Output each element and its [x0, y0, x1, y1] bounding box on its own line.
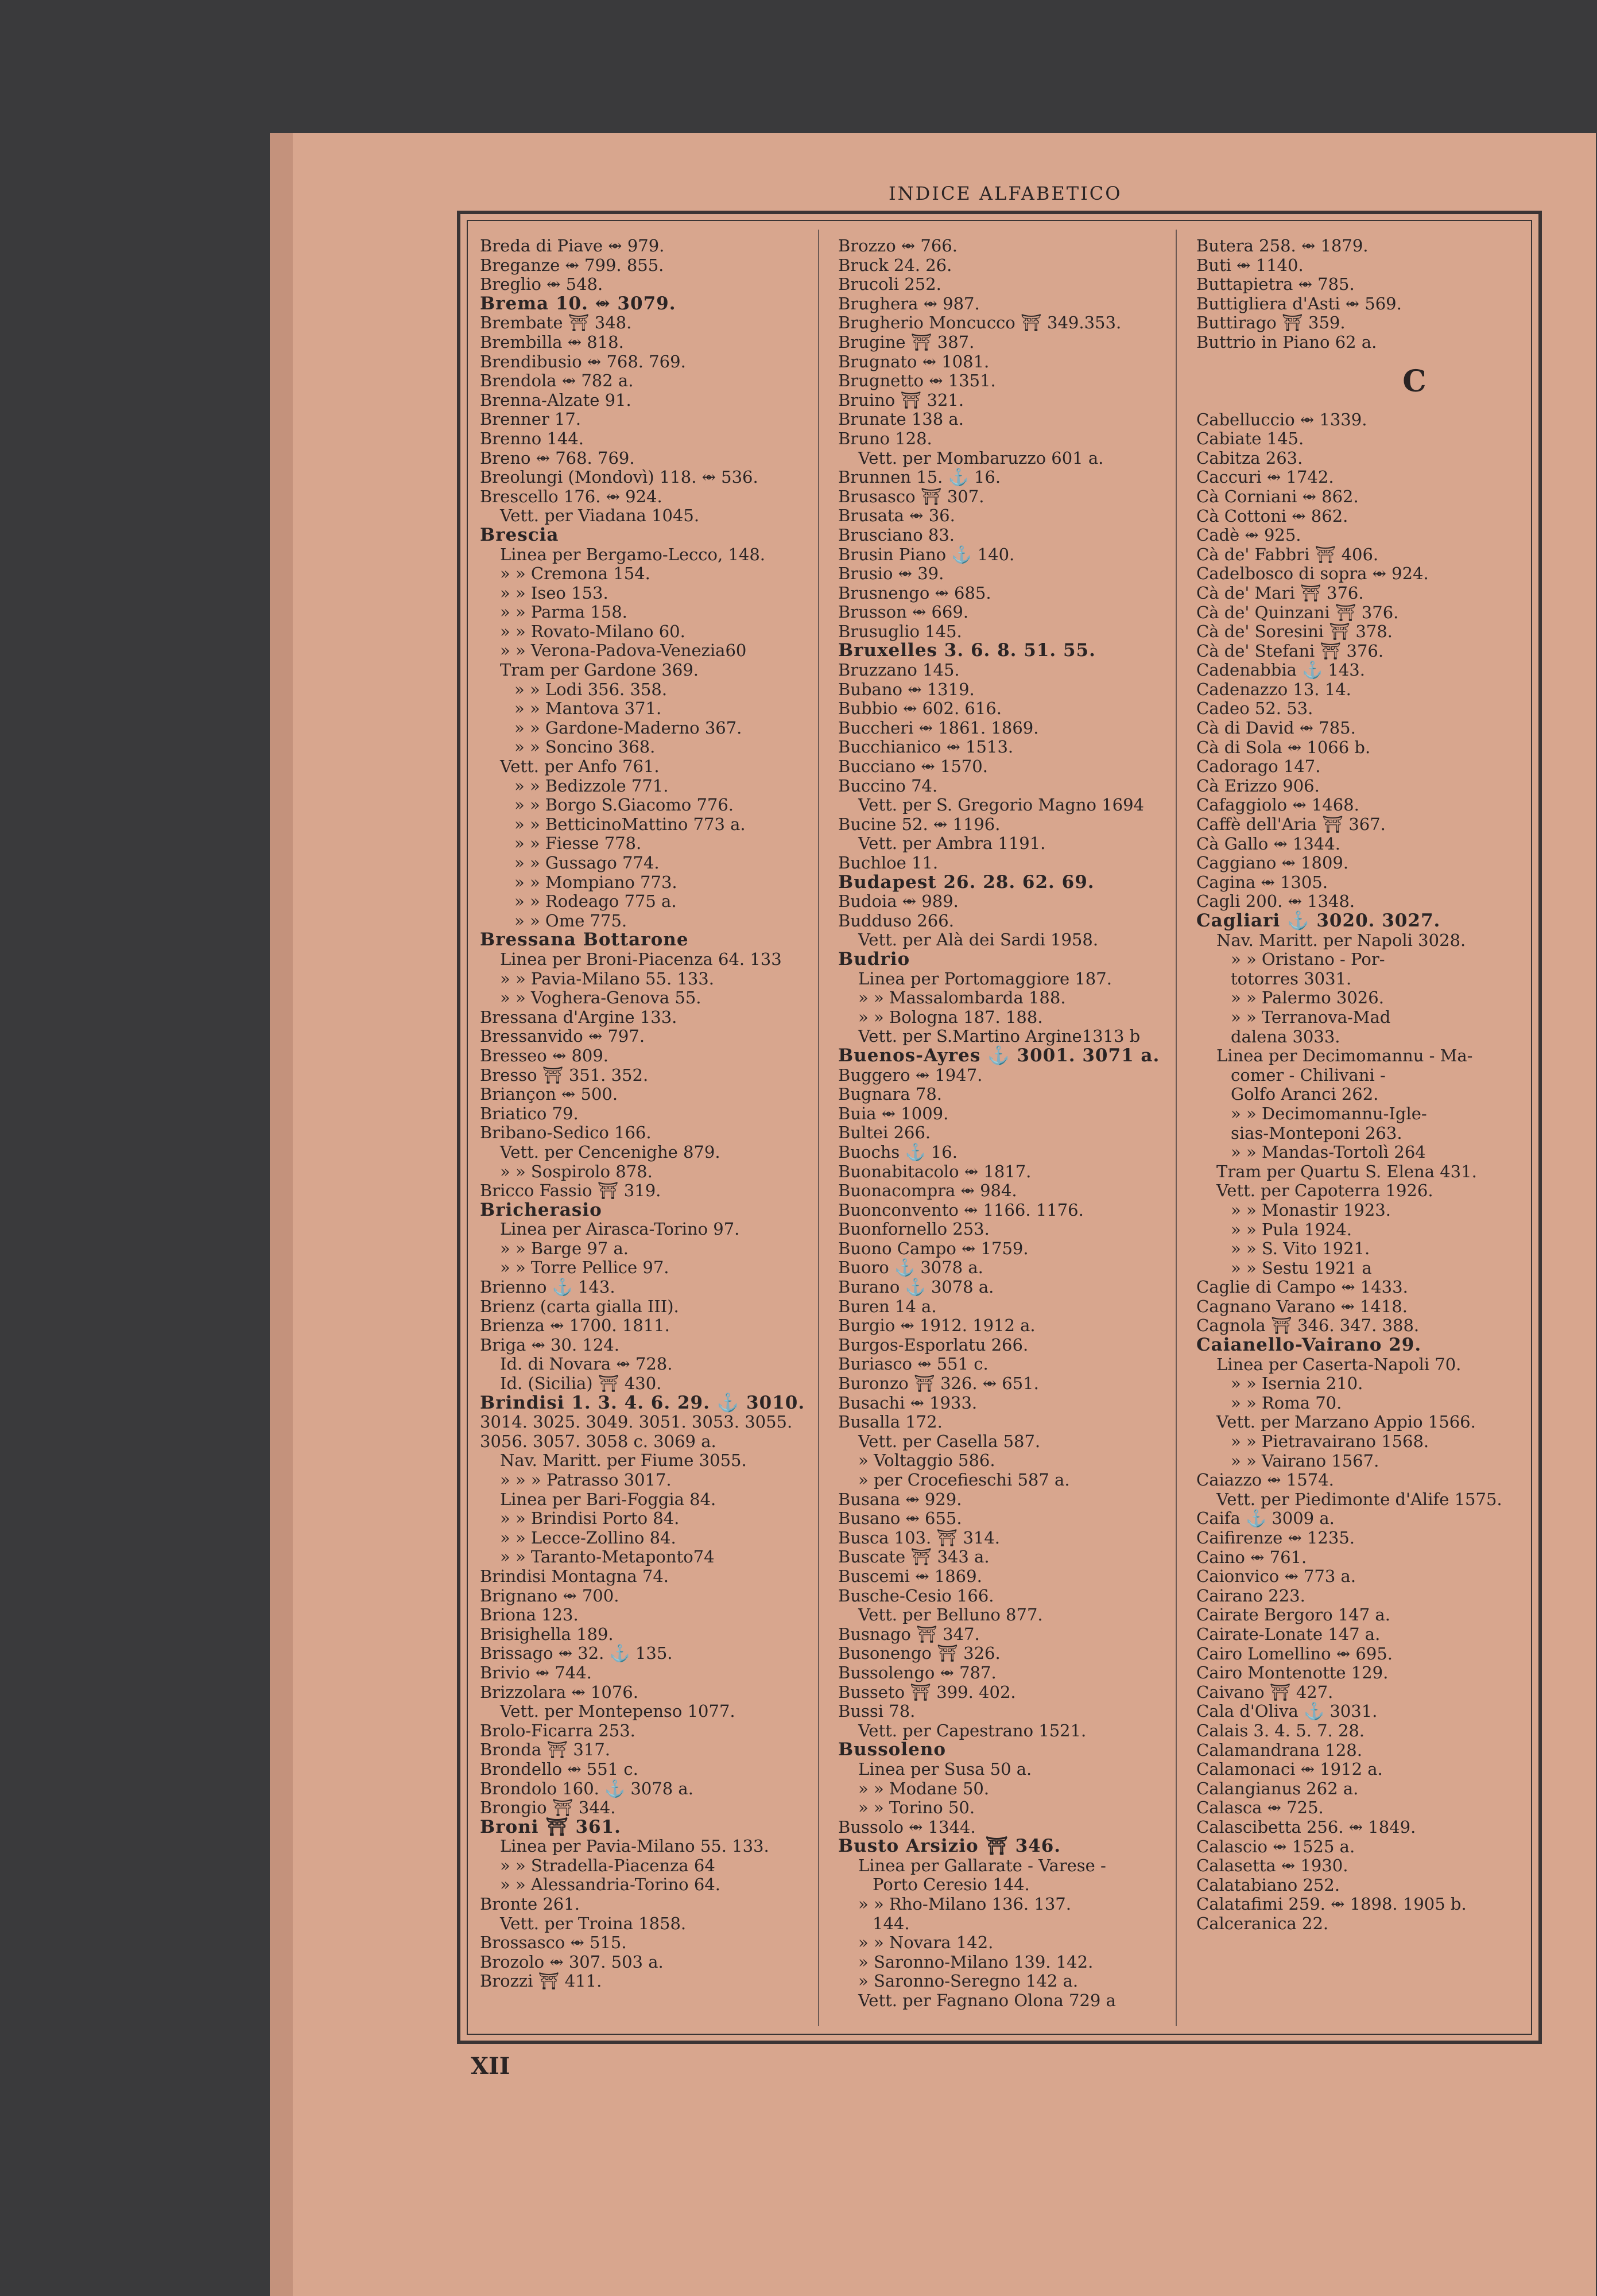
index-entry: Buia ⥈ 1009.: [838, 1103, 949, 1123]
index-entry: Cabitza 263.: [1196, 448, 1303, 468]
index-entry: Linea per Portomaggiore 187.: [858, 968, 1112, 988]
index-entry: Brembate ⛩ 348.: [480, 313, 632, 333]
index-entry: Brugine ⛩ 387.: [838, 332, 975, 352]
index-heading: Bricherasio: [480, 1199, 602, 1220]
index-heading: Brindisi 1. 3. 4. 6. 29. ⚓ 3010.: [480, 1392, 805, 1413]
index-entry: Bresso ⛩ 351. 352.: [480, 1065, 649, 1085]
index-entry: Calasetta ⥈ 1930.: [1196, 1856, 1348, 1876]
index-entry: Vett. per Belluno 877.: [858, 1605, 1043, 1625]
index-entry: Calatabiano 252.: [1196, 1875, 1340, 1895]
index-entry: Calceranica 22.: [1196, 1913, 1329, 1933]
index-entry: » » Brindisi Porto 84.: [500, 1508, 680, 1529]
index-entry: » » Stradella-Piacenza 64: [500, 1855, 715, 1875]
index-entry: Cà de' Quinzani ⛩ 376.: [1196, 602, 1399, 622]
index-entry: Nav. Maritt. per Fiume 3055.: [500, 1450, 747, 1471]
index-entry: » » Lecce-Zollino 84.: [500, 1527, 676, 1548]
index-entry: Vett. per S.Martino Argine1313 b: [858, 1026, 1141, 1046]
index-entry: Vett. per Fagnano Olona 729 a: [858, 1991, 1116, 2011]
index-entry: Brusciano 83.: [838, 525, 955, 545]
index-entry: Breolungi (Mondovì) 118. ⥈ 536.: [480, 467, 758, 487]
index-entry: Brondolo 160. ⚓ 3078 a.: [480, 1778, 693, 1798]
index-entry: Breda di Piave ⥈ 979.: [480, 236, 665, 255]
index-entry: Brusasco ⛩ 307.: [838, 486, 984, 506]
index-entry: Brusata ⥈ 36.: [838, 506, 955, 526]
index-entry: » per Crocefieschi 587 a.: [858, 1470, 1070, 1490]
index-entry: Brienz (carta gialla III).: [480, 1296, 679, 1316]
index-entry: » » Bologna 187. 188.: [858, 1007, 1043, 1027]
index-entry: Brenner 17.: [480, 409, 582, 429]
index-entry: Cà de' Mari ⛩ 376.: [1196, 583, 1364, 603]
index-entry: Cabelluccio ⥈ 1339.: [1196, 409, 1367, 429]
index-entry: » » Palermo 3026.: [1231, 988, 1384, 1008]
index-entry: Caglie di Campo ⥈ 1433.: [1196, 1277, 1408, 1297]
index-entry: Cairano 223.: [1196, 1585, 1305, 1605]
index-heading: Brema 10. ⥈ 3079.: [480, 293, 676, 314]
index-entry: » » Pavia-Milano 55. 133.: [500, 968, 714, 988]
index-entry: Busche-Cesio 166.: [838, 1585, 994, 1605]
index-entry: Porto Ceresio 144.: [873, 1875, 1030, 1895]
index-heading: Bussoleno: [838, 1739, 947, 1760]
index-entry: » » Massalombarda 188.: [858, 988, 1066, 1008]
index-entry: Bruck 24. 26.: [838, 255, 952, 275]
index-entry: Linea per Caserta-Napoli 70.: [1216, 1354, 1462, 1374]
index-entry: Breno ⥈ 768. 769.: [480, 448, 635, 468]
index-entry: Briançon ⥈ 500.: [480, 1084, 618, 1104]
index-entry: Vett. per Ambra 1191.: [858, 833, 1046, 854]
index-heading: Cagliari ⚓ 3020. 3027.: [1196, 910, 1441, 931]
index-entry: Brongio ⛩ 344.: [480, 1798, 616, 1818]
index-heading: Budapest 26. 28. 62. 69.: [838, 871, 1095, 893]
index-entry: » » Lodi 356. 358.: [514, 679, 668, 699]
index-entry: Brignano ⥈ 700.: [480, 1585, 619, 1605]
index-heading: Buenos-Ayres ⚓ 3001. 3071 a.: [838, 1045, 1160, 1066]
index-entry: Burgos-Esporlatu 266.: [838, 1335, 1029, 1355]
index-entry: Brizzolara ⥈ 1076.: [480, 1682, 638, 1702]
index-entry: » » » Patrasso 3017.: [500, 1470, 672, 1490]
index-entry: Cairate-Lonate 147 a.: [1196, 1624, 1381, 1644]
index-entry: Brenno 144.: [480, 428, 584, 448]
index-entry: » » Gardone-Maderno 367.: [514, 718, 742, 738]
index-entry: Calangianus 262 a.: [1196, 1778, 1359, 1798]
index-entry: Cagnano Varano ⥈ 1418.: [1196, 1296, 1408, 1316]
index-entry: dalena 3033.: [1231, 1026, 1340, 1046]
index-entry: Cà de' Fabbri ⛩ 406.: [1196, 544, 1379, 564]
index-entry: » » Taranto-Metaponto74: [500, 1547, 715, 1567]
index-entry: » » Decimomannu-Igle-: [1231, 1103, 1427, 1123]
index-entry: » » Sospirolo 878.: [500, 1161, 653, 1181]
index-entry: Golfo Aranci 262.: [1231, 1084, 1379, 1104]
index-entry: Cà de' Stefani ⛩ 376.: [1196, 641, 1384, 661]
index-entry: Bubano ⥈ 1319.: [838, 679, 975, 699]
index-entry: Cadelbosco di sopra ⥈ 924.: [1196, 564, 1429, 584]
index-entry: » » Rovato-Milano 60.: [500, 621, 685, 641]
index-entry: Vett. per Troina 1858.: [500, 1913, 687, 1933]
index-entry: Calascio ⥈ 1525 a.: [1196, 1836, 1355, 1856]
index-entry: Vett. per Cencenighe 879.: [500, 1142, 720, 1162]
index-entry: Vett. per Casella 587.: [858, 1431, 1041, 1451]
index-entry: Buriasco ⥈ 551 c.: [838, 1354, 989, 1374]
index-entry: Bucciano ⥈ 1570.: [838, 757, 988, 777]
index-entry: Caifirenze ⥈ 1235.: [1196, 1528, 1355, 1548]
index-entry: Buscemi ⥈ 1869.: [838, 1566, 982, 1586]
index-entry: Busonengo ⛩ 326.: [838, 1643, 1001, 1663]
index-entry: Linea per Bergamo-Lecco, 148.: [500, 544, 766, 564]
index-entry: Cairate Bergoro 147 a.: [1196, 1605, 1390, 1625]
index-entry: Vett. per Alà dei Sardi 1958.: [858, 930, 1099, 950]
index-entry: Bruino ⛩ 321.: [838, 390, 964, 410]
index-entry: Cà Erizzo 906.: [1196, 775, 1320, 796]
index-entry: totorres 3031.: [1231, 968, 1352, 988]
index-entry: Buti ⥈ 1140.: [1196, 255, 1304, 275]
index-entry: Bronte 261.: [480, 1894, 580, 1914]
index-heading: Budrio: [838, 948, 910, 969]
index-entry: Caccuri ⥈ 1742.: [1196, 467, 1334, 487]
index-entry: Cà Cottoni ⥈ 862.: [1196, 506, 1348, 526]
index-entry: Brusin Piano ⚓ 140.: [838, 544, 1015, 564]
index-entry: Brozolo ⥈ 307. 503 a.: [480, 1952, 664, 1972]
index-entry: » » Pula 1924.: [1231, 1219, 1352, 1239]
index-entry: sias-Monteponi 263.: [1231, 1123, 1402, 1143]
index-entry: Vett. per S. Gregorio Magno 1694: [858, 795, 1144, 815]
index-entry: » Saronno-Seregno 142 a.: [858, 1971, 1079, 1991]
index-entry: Vett. per Capoterra 1926.: [1216, 1181, 1433, 1201]
index-entry: Brusuglio 145.: [838, 621, 962, 641]
index-entry: Linea per Susa 50 a.: [858, 1759, 1032, 1779]
index-entry: Linea per Gallarate - Varese -: [858, 1855, 1106, 1875]
index-entry: Brunate 138 a.: [838, 409, 964, 429]
index-entry: Busca 103. ⛩ 314.: [838, 1527, 1001, 1548]
index-entry: Caiazzo ⥈ 1574.: [1196, 1470, 1334, 1490]
index-entry: » » Borgo S.Giacomo 776.: [514, 795, 734, 815]
index-heading: Broni ⛩ 361.: [480, 1816, 621, 1837]
index-heading: Brescia: [480, 524, 559, 545]
index-entry: Bussolengo ⥈ 787.: [838, 1662, 997, 1682]
index-column-3: [1196, 236, 1541, 1933]
index-entry: Caifa ⚓ 3009 a.: [1196, 1508, 1335, 1529]
index-entry: Buccino 74.: [838, 775, 938, 796]
index-entry: » » BetticinoMattino 773 a.: [514, 814, 746, 834]
index-entry: Buttirago ⛩ 359.: [1196, 313, 1346, 333]
section-letter: C: [1402, 363, 1427, 399]
index-entry: Brendibusio ⥈ 768. 769.: [480, 351, 686, 371]
index-entry: » » Barge 97 a.: [500, 1238, 629, 1258]
index-entry: Brembilla ⥈ 818.: [480, 332, 624, 352]
index-entry: Vett. per Marzano Appio 1566.: [1216, 1412, 1476, 1432]
index-entry: » » Mantova 371.: [514, 699, 662, 719]
index-entry: » » Vairano 1567.: [1231, 1450, 1379, 1471]
index-entry: Bruzzano 145.: [838, 660, 960, 680]
index-entry: Butera 258. ⥈ 1879.: [1196, 236, 1369, 255]
index-entry: Calamonaci ⥈ 1912 a.: [1196, 1759, 1383, 1779]
index-entry: Brucoli 252.: [838, 274, 941, 294]
index-entry: Buttrio in Piano 62 a.: [1196, 332, 1377, 352]
page-edge: [270, 133, 293, 2296]
index-entry: Cairo Lomellino ⥈ 695.: [1196, 1643, 1393, 1663]
index-entry: Cà di David ⥈ 785.: [1196, 718, 1356, 738]
index-entry: Burano ⚓ 3078 a.: [838, 1277, 994, 1297]
index-entry: Linea per Airasca-Torino 97.: [500, 1219, 740, 1239]
index-entry: Calais 3. 4. 5. 7. 28.: [1196, 1720, 1365, 1740]
index-entry: Bribano-Sedico 166.: [480, 1123, 652, 1143]
index-entry: Brisighella 189.: [480, 1624, 614, 1644]
index-entry: » » Oristano - Por-: [1231, 949, 1385, 969]
index-entry: Brindisi Montagna 74.: [480, 1566, 669, 1586]
index-entry: Bubbio ⥈ 602. 616.: [838, 699, 1002, 719]
index-entry: Budduso 266.: [838, 910, 954, 930]
index-entry: » » Torre Pellice 97.: [500, 1258, 669, 1278]
index-entry: Briona 123.: [480, 1605, 579, 1625]
index-entry: » » Verona-Padova-Venezia60: [500, 641, 747, 661]
index-entry: Vett. per Piedimonte d'Alife 1575.: [1216, 1489, 1502, 1509]
index-entry: Cadorago 147.: [1196, 757, 1321, 777]
index-entry: Brissago ⥈ 32. ⚓ 135.: [480, 1643, 673, 1663]
index-entry: Budoia ⥈ 989.: [838, 891, 959, 912]
index-entry: Nav. Maritt. per Napoli 3028.: [1216, 930, 1466, 950]
index-entry: Cagnola ⛩ 346. 347. 388.: [1196, 1316, 1420, 1336]
index-entry: Caivano ⛩ 427.: [1196, 1682, 1334, 1702]
index-entry: 3056. 3057. 3058 c. 3069 a.: [480, 1431, 716, 1451]
index-entry: Calasca ⥈ 725.: [1196, 1798, 1324, 1818]
index-entry: Bussolo ⥈ 1344.: [838, 1817, 976, 1837]
index-entry: » » Rho-Milano 136. 137.: [858, 1894, 1071, 1914]
index-entry: Caionvico ⥈ 773 a.: [1196, 1566, 1356, 1587]
index-entry: Busalla 172.: [838, 1412, 943, 1432]
index-entry: Brughera ⥈ 987.: [838, 293, 980, 313]
index-entry: » » Rodeago 775 a.: [514, 891, 677, 912]
index-entry: » » Novara 142.: [858, 1933, 994, 1953]
index-entry: Cà de' Soresini ⛩ 378.: [1196, 622, 1393, 642]
index-entry: Linea per Decimomannu - Ma-: [1216, 1046, 1473, 1066]
index-heading: Caianello-Vairano 29.: [1196, 1335, 1422, 1356]
index-entry: » » Cremona 154.: [500, 564, 650, 584]
index-entry: Bruno 128.: [838, 428, 932, 448]
index-entry: Breglio ⥈ 548.: [480, 274, 603, 294]
index-entry: Cà di Sola ⥈ 1066 b.: [1196, 737, 1371, 757]
index-entry: Bucine 52. ⥈ 1196.: [838, 814, 1001, 834]
index-entry: Buggero ⥈ 1947.: [838, 1065, 983, 1085]
index-entry: » » S. Vito 1921.: [1231, 1239, 1370, 1259]
index-entry: » » Roma 70.: [1231, 1393, 1342, 1413]
index-entry: » » Terranova-Mad: [1231, 1007, 1391, 1027]
index-entry: Brugherio Moncucco ⛩ 349.353.: [838, 313, 1122, 333]
index-entry: Cagli 200. ⥈ 1348.: [1196, 891, 1355, 912]
index-entry: » » Fiesse 778.: [514, 833, 642, 854]
index-entry: Briatico 79.: [480, 1103, 579, 1123]
index-entry: comer - Chilivani -: [1231, 1065, 1386, 1085]
index-entry: Burgio ⥈ 1912. 1912 a.: [838, 1316, 1036, 1336]
index-entry: Buttigliera d'Asti ⥈ 569.: [1196, 293, 1402, 313]
index-entry: Cadeo 52. 53.: [1196, 699, 1313, 719]
index-entry: Bultei 266.: [838, 1123, 931, 1143]
index-entry: Brusio ⥈ 39.: [838, 564, 944, 584]
index-entry: Calamandrana 128.: [1196, 1740, 1362, 1760]
index-entry: Buonfornello 253.: [838, 1219, 990, 1239]
index-column-2: [838, 236, 1183, 2011]
index-entry: Bugnara 78.: [838, 1084, 943, 1104]
index-entry: Caggiano ⥈ 1809.: [1196, 853, 1349, 873]
index-entry: » » Alessandria-Torino 64.: [500, 1875, 720, 1895]
index-entry: Bronda ⛩ 317.: [480, 1740, 610, 1760]
index-entry: Buronzo ⛩ 326. ⥈ 651.: [838, 1374, 1039, 1394]
index-entry: Vett. per Anfo 761.: [500, 757, 660, 777]
index-entry: 3014. 3025. 3049. 3051. 3053. 3055.: [480, 1412, 793, 1432]
index-entry: Vett. per Mombaruzzo 601 a.: [858, 448, 1104, 468]
index-entry: Cà Corniani ⥈ 862.: [1196, 486, 1359, 506]
index-entry: 144.: [873, 1913, 910, 1933]
index-entry: Vett. per Viadana 1045.: [500, 506, 700, 526]
index-entry: » » Iseo 153.: [500, 583, 608, 603]
index-entry: Cala d'Oliva ⚓ 3031.: [1196, 1701, 1378, 1721]
index-entry: » » Pietravairano 1568.: [1231, 1432, 1429, 1452]
index-entry: Cairo Montenotte 129.: [1196, 1663, 1389, 1683]
page-header: INDICE ALFABETICO: [889, 183, 1122, 204]
index-entry: Brolo-Ficarra 253.: [480, 1720, 635, 1740]
index-entry: Bressanvido ⥈ 797.: [480, 1026, 645, 1046]
index-entry: Vett. per Montepenso 1077.: [500, 1701, 735, 1721]
index-entry: Busseto ⛩ 399. 402.: [838, 1682, 1016, 1702]
index-entry: Bussi 78.: [838, 1701, 916, 1721]
index-entry: Cadè ⥈ 925.: [1196, 525, 1301, 545]
index-entry: Brondello ⥈ 551 c.: [480, 1759, 638, 1779]
index-entry: Busnago ⛩ 347.: [838, 1624, 980, 1644]
index-entry: Busano ⥈ 655.: [838, 1508, 962, 1529]
index-entry: Brugnetto ⥈ 1351.: [838, 371, 996, 391]
index-entry: Tram per Quartu S. Elena 431.: [1216, 1161, 1477, 1181]
index-entry: Brienno ⚓ 143.: [480, 1277, 615, 1297]
index-entry: » » Monastir 1923.: [1231, 1200, 1391, 1220]
index-entry: Buochs ⚓ 16.: [838, 1142, 958, 1162]
index-entry: » » Gussago 774.: [514, 853, 660, 872]
index-heading: Busto Arsizio ⛩ 346.: [838, 1836, 1061, 1857]
index-entry: » » Modane 50.: [858, 1778, 990, 1798]
index-entry: Brunnen 15. ⚓ 16.: [838, 467, 1001, 487]
index-entry: Linea per Bari-Foggia 84.: [500, 1489, 716, 1509]
index-entry: Cadenabbia ⚓ 143.: [1196, 660, 1365, 680]
index-entry: Caino ⥈ 761.: [1196, 1547, 1307, 1567]
index-entry: Buoro ⚓ 3078 a.: [838, 1258, 983, 1278]
index-entry: Calascibetta 256. ⥈ 1849.: [1196, 1817, 1416, 1837]
index-entry: » » Bedizzole 771.: [514, 775, 669, 796]
index-entry: » » Parma 158.: [500, 602, 627, 622]
index-entry: » » Torino 50.: [858, 1798, 975, 1818]
index-entry: Cà Gallo ⥈ 1344.: [1196, 833, 1340, 854]
index-entry: Brugnato ⥈ 1081.: [838, 351, 990, 371]
index-entry: » » Ome 775.: [514, 910, 627, 930]
index-entry: Buonconvento ⥈ 1166. 1176.: [838, 1200, 1084, 1220]
index-entry: Caffè dell'Aria ⛩ 367.: [1196, 815, 1386, 835]
index-entry: Breganze ⥈ 799. 855.: [480, 255, 664, 275]
index-entry: Buccheri ⥈ 1861. 1869.: [838, 718, 1039, 738]
index-entry: Cafaggiolo ⥈ 1468.: [1196, 795, 1359, 815]
index-entry: Cabiate 145.: [1196, 429, 1304, 449]
index-entry: Bresseo ⥈ 809.: [480, 1045, 609, 1065]
index-entry: Id. (Sicilia) ⛩ 430.: [500, 1374, 662, 1394]
index-entry: » » Soncino 368.: [514, 737, 656, 757]
index-entry: Buonacompra ⥈ 984.: [838, 1181, 1017, 1201]
index-column-1: [480, 236, 824, 1991]
index-entry: Bucchianico ⥈ 1513.: [838, 737, 1014, 757]
index-entry: Buttapietra ⥈ 785.: [1196, 274, 1355, 294]
index-heading: Bressana Bottarone: [480, 929, 689, 951]
index-entry: Buonabitacolo ⥈ 1817.: [838, 1161, 1032, 1181]
index-entry: Buren 14 a.: [838, 1296, 937, 1316]
index-entry: Brendola ⥈ 782 a.: [480, 371, 634, 391]
index-entry: Brescello 176. ⥈ 924.: [480, 486, 662, 506]
index-entry: » » Isernia 210.: [1231, 1374, 1363, 1394]
index-entry: » » Mompiano 773.: [514, 872, 677, 892]
index-entry: Tram per Gardone 369.: [500, 660, 699, 680]
index-entry: Id. di Novara ⥈ 728.: [500, 1354, 673, 1374]
index-entry: Brusnengo ⥈ 685.: [838, 583, 991, 603]
index-entry: » Voltaggio 586.: [858, 1450, 995, 1471]
index-entry: » » Voghera-Genova 55.: [500, 988, 701, 1008]
index-entry: Brozzi ⛩ 411.: [480, 1971, 602, 1991]
index-entry: Busachi ⥈ 1933.: [838, 1393, 978, 1413]
index-entry: Brozzo ⥈ 766.: [838, 236, 958, 255]
index-entry: Cadenazzo 13. 14.: [1196, 679, 1351, 699]
index-entry: Briga ⥈ 30. 124.: [480, 1335, 619, 1355]
index-entry: Brusson ⥈ 669.: [838, 602, 969, 622]
page-number: XII: [471, 2053, 510, 2080]
index-entry: Buono Campo ⥈ 1759.: [838, 1238, 1029, 1258]
index-entry: Cagina ⥈ 1305.: [1196, 872, 1328, 892]
index-entry: Brossasco ⥈ 515.: [480, 1933, 627, 1953]
index-entry: Brenna-Alzate 91.: [480, 390, 631, 410]
index-entry: » Saronno-Milano 139. 142.: [858, 1952, 1094, 1972]
index-entry: Busana ⥈ 929.: [838, 1489, 962, 1509]
index-entry: Vett. per Capestrano 1521.: [858, 1720, 1087, 1740]
index-entry: Brienza ⥈ 1700. 1811.: [480, 1316, 670, 1336]
index-entry: Calatafimi 259. ⥈ 1898. 1905 b.: [1196, 1894, 1467, 1914]
index-entry: Brivio ⥈ 744.: [480, 1662, 592, 1682]
index-heading: Bruxelles 3. 6. 8. 51. 55.: [838, 640, 1096, 661]
index-entry: Bricco Fassio ⛩ 319.: [480, 1181, 661, 1201]
index-entry: Buchloe 11.: [838, 853, 939, 872]
index-entry: Buscate ⛩ 343 a.: [838, 1547, 990, 1567]
index-entry: » » Sestu 1921 a: [1231, 1258, 1372, 1278]
index-entry: Bressana d'Argine 133.: [480, 1007, 677, 1027]
index-entry: Linea per Pavia-Milano 55. 133.: [500, 1836, 769, 1856]
index-entry: Linea per Broni-Piacenza 64. 133: [500, 949, 782, 969]
index-entry: » » Mandas-Tortolì 264: [1231, 1142, 1426, 1162]
